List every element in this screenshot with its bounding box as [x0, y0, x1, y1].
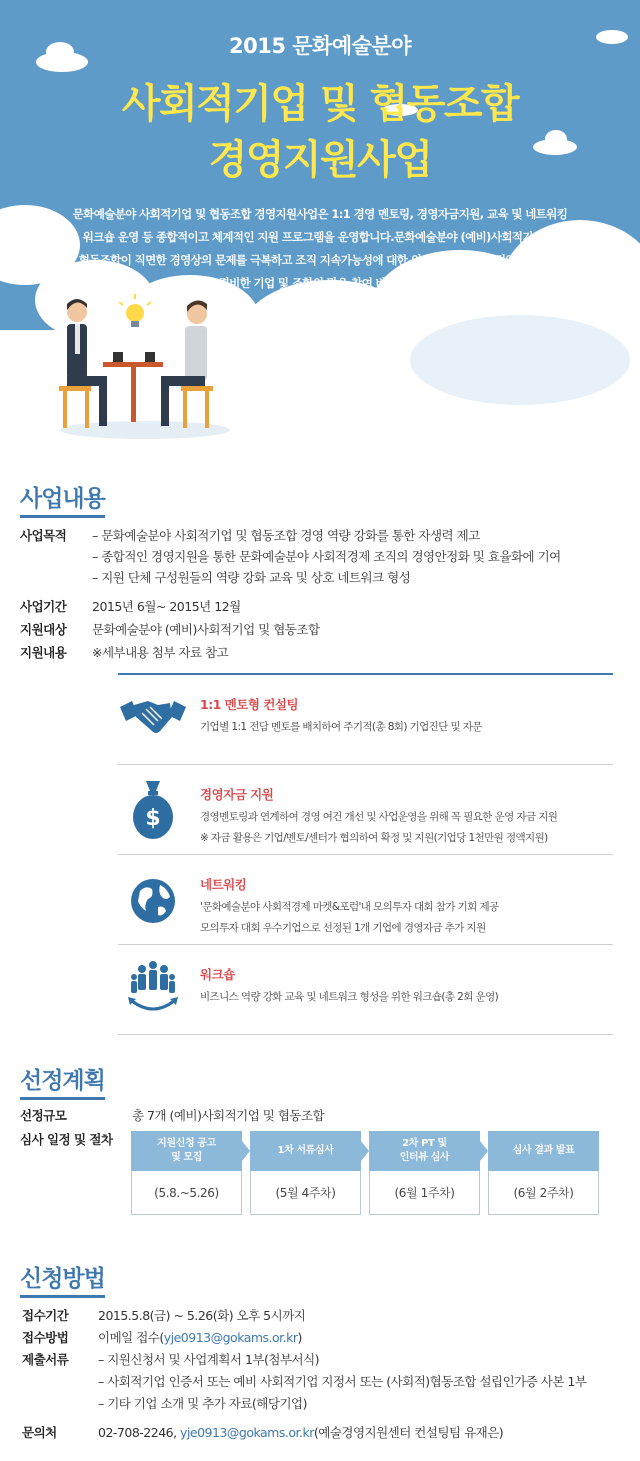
item-desc	[200, 987, 498, 1008]
purpose-item: – 종합적인 경영지원을 통한 문화예술분야 사회적경제 조직의 경영안정화 및 효율화에 기여	[92, 549, 561, 564]
hero-title-line1: 사회적기업 및 협동조합	[121, 81, 519, 127]
doc-item: – 사회적기업 인증서 또는 예비 사회적기업 지정서 또는 (사회적)협동조합 설립인가증 사본 1부	[98, 1374, 587, 1389]
item-desc-line: 기업별 1:1 전담 멘토를 배치하여 주기적(총 8회) 기업진단 및 자문	[200, 721, 482, 733]
step-date: (6월 2주차)	[488, 1171, 599, 1215]
method-suffix: )	[297, 1330, 302, 1345]
schedule-label: 심사 일정 및 절차	[20, 1132, 113, 1147]
target-value: 문화예술분야 (예비)사회적기업 및 협동조합	[92, 622, 320, 637]
step-head: 1차 서류심사	[250, 1131, 361, 1171]
doc-item: – 기타 기업 소개 및 추가 자료(해당기업)	[98, 1396, 307, 1411]
step-head: 2차 PT 및 인터뷰 심사	[369, 1131, 480, 1171]
selection-steps	[131, 1131, 601, 1215]
apply-docs-label: 제출서류	[22, 1352, 69, 1367]
arrow-right-icon	[480, 1141, 488, 1161]
step-head: 지원신청 공고 및 모집	[131, 1131, 242, 1171]
purpose-label: 사업목적	[20, 528, 67, 543]
contact-row	[22, 1423, 622, 1443]
apply-method-value	[98, 1328, 302, 1346]
hero-desc-line: 겸비한 기업 및 조합의 많은 참여 바랍니다.	[218, 276, 422, 290]
arrow-right-icon	[361, 1141, 369, 1161]
handshake-icon	[118, 675, 188, 765]
step-1	[131, 1131, 242, 1215]
meeting-illustration	[55, 290, 230, 440]
section-title-business: 사업내용	[20, 480, 105, 513]
contact-suffix: (예술경영지원센터 컨설팅팀 유재은)	[313, 1425, 504, 1440]
purpose-item: – 지원 단체 구성원들의 역량 강화 교육 및 상호 네트워크 형성	[92, 570, 411, 585]
apply-period-label: 접수기간	[22, 1308, 69, 1323]
item-desc-line: 경영멘토링과 연계하여 경영 여건 개선 및 사업운영을 위해 꼭 필요한 운영 자금 지원	[200, 811, 558, 823]
apply-docs-row	[22, 1350, 622, 1416]
scale-row	[20, 1106, 620, 1126]
contact-email-link[interactable]: yje0913@gokams.or.kr	[180, 1425, 314, 1440]
item-desc	[200, 897, 499, 939]
step-2	[250, 1131, 361, 1215]
support-item-networking	[118, 855, 613, 945]
hero-desc-line: 워크숍 운영 등 종합적이고 체계적인 지원 프로그램을 운영합니다.문화예술분야 (예비)사회적기업 및	[82, 230, 558, 244]
content-label: 지원내용	[20, 645, 67, 660]
support-item-workshop	[118, 945, 613, 1035]
contact-label: 문의처	[22, 1425, 57, 1440]
step-4	[488, 1131, 599, 1215]
content-row	[20, 643, 620, 663]
target-label: 지원대상	[20, 622, 67, 637]
hero-desc-line: 문화예술분야 사회적기업 및 협동조합 경영지원사업은 1:1 경영 멘토링, 경영자금지원, 교육 및 네트워킹	[72, 207, 568, 221]
section-title-apply: 신청방법	[20, 1260, 105, 1293]
target-row	[20, 620, 620, 640]
item-title: 경영자금 지원	[200, 787, 274, 802]
hero-banner	[0, 0, 640, 455]
item-title: 네트워킹	[200, 877, 247, 892]
step-head: 심사 결과 발표	[488, 1131, 599, 1171]
support-item-consulting	[118, 675, 613, 765]
item-desc	[200, 717, 482, 738]
apply-period-value: 2015.5.8(금) ~ 5.26(화) 오후 5시까지	[98, 1308, 306, 1323]
support-items	[118, 673, 613, 1035]
content-value: ※세부내용 첨부 자료 참고	[92, 645, 229, 660]
apply-method-label: 접수방법	[22, 1330, 69, 1345]
doc-item: – 지원신청서 및 사업계획서 1부(첨부서식)	[98, 1352, 320, 1367]
step-date: (5.8.~5.26)	[131, 1171, 242, 1215]
period-label: 사업기간	[20, 599, 67, 614]
contact-phone: 02-708-2246,	[98, 1425, 181, 1440]
group-icon	[118, 945, 188, 1035]
step-3	[369, 1131, 480, 1215]
hero-title-line2: 경영지원사업	[208, 137, 432, 183]
item-title: 1:1 멘토형 컨설팅	[200, 697, 299, 712]
item-desc	[200, 807, 557, 849]
hero-description	[55, 203, 585, 295]
support-item-funding	[118, 765, 613, 855]
step-date: (6월 1주차)	[369, 1171, 480, 1215]
scale-label: 선정규모	[20, 1108, 67, 1123]
item-desc-line: 비즈니스 역량 강화 교육 및 네트워크 형성을 위한 워크숍(총 2회 운영)	[200, 991, 499, 1003]
purpose-row	[20, 526, 620, 596]
step-date: (5월 4주차)	[250, 1171, 361, 1215]
money-bag-icon	[118, 765, 188, 855]
item-title: 워크숍	[200, 967, 235, 982]
globe-icon	[118, 855, 188, 945]
hero-desc-line: 협동조합이 직면한 경영상의 문제를 극복하고 조직 지속가능성에 대한 의지와 열정, 적극적인 실행력을	[78, 253, 562, 267]
method-prefix: 이메일 접수(	[98, 1330, 164, 1345]
item-desc-line: ※ 자금 활용은 기업/멘토/센터가 협의하여 확정 및 지원(기업당 1천만원 정액지원)	[200, 832, 548, 844]
period-row	[20, 597, 620, 617]
section-title-selection: 선정계획	[20, 1062, 105, 1095]
arrow-right-icon	[242, 1141, 250, 1161]
method-email-link[interactable]: yje0913@gokams.or.kr	[163, 1330, 298, 1345]
item-desc-line: '문화예술분야 사회적경제 마켓&포럼'내 모의투자 대회 참가 기회 제공	[200, 901, 499, 913]
contact-value	[98, 1423, 503, 1441]
svg-text:$: $	[145, 806, 161, 831]
schedule-row	[20, 1130, 130, 1150]
period-value: 2015년 6월~ 2015년 12월	[92, 599, 241, 614]
item-desc-line: 모의투자 대회 우수기업으로 선정된 1개 기업에 경영자금 추가 지원	[200, 922, 486, 934]
purpose-item: – 문화예술분야 사회적기업 및 협동조합 경영 역량 강화를 통한 자생력 제고	[92, 528, 480, 543]
hero-subtitle: 2015 문화예술분야	[229, 34, 411, 58]
apply-method-row	[22, 1328, 622, 1348]
scale-value: 총 7개 (예비)사회적기업 및 협동조합	[132, 1108, 325, 1123]
apply-period-row	[22, 1306, 622, 1326]
